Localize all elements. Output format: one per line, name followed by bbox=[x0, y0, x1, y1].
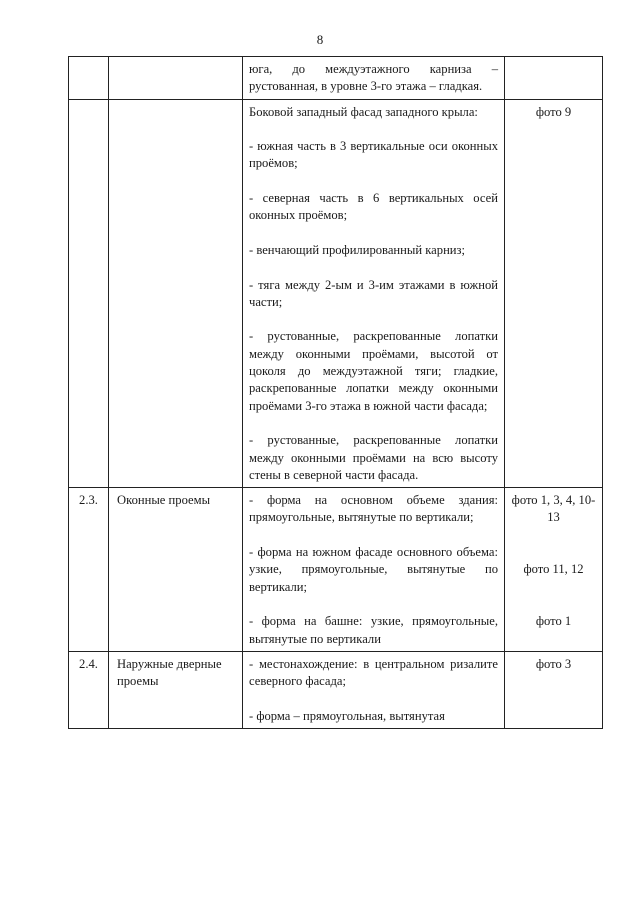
description-paragraph: - местонахождение: в центральном ризалите северного фасада; bbox=[249, 656, 498, 689]
row-number: 2.3. bbox=[69, 488, 109, 652]
feature-description bbox=[243, 651, 505, 728]
description-paragraph: - форма на южном фасаде основного объема: узкие, прямоугольные, вытянутые по вертикали; bbox=[249, 545, 498, 594]
photo-ref-label: фото 1, 3, 4, 10-13 bbox=[511, 493, 596, 525]
description-paragraph: - форма на основном объеме здания: прямоугольные, вытянутые по вертикали; bbox=[249, 493, 498, 525]
description-paragraph: - форма на башне: узкие, прямоугольные, вытянутые по вертикали bbox=[249, 614, 498, 646]
description-paragraph: - тяга между 2-ым и 3-им этажами в южной части; bbox=[249, 277, 498, 309]
feature-name bbox=[109, 99, 243, 488]
description-paragraph: - северная часть в 6 вертикальных осей оконных проёмов; bbox=[249, 191, 498, 223]
description-paragraph: - рустованные, раскрепованные лопатки между оконными проёмами на всю высоту стены в северной части фасада. bbox=[249, 433, 498, 482]
table-row bbox=[69, 99, 603, 488]
table-row bbox=[69, 488, 603, 652]
feature-description bbox=[243, 99, 505, 488]
description-paragraph: - южная часть в 3 вертикальные оси оконных проёмов; bbox=[249, 139, 498, 171]
photo-ref-label: фото 11, 12 bbox=[523, 562, 584, 577]
monument-features-table bbox=[68, 56, 603, 729]
photo-reference bbox=[505, 57, 603, 100]
feature-name: Наружные дверные проемы bbox=[109, 651, 243, 728]
photo-ref-label: фото 9 bbox=[535, 104, 572, 119]
table-row bbox=[69, 57, 603, 100]
description-paragraph: - рустованные, раскрепованные лопатки между оконными проёмами, высотой от цоколя до междуэтажной тяги; гладкие, раскрепованные лопатки между оконными проёмами 3-го этажа в южной части фасада; bbox=[249, 329, 498, 413]
table-row bbox=[69, 651, 603, 728]
row-number: 2.4. bbox=[69, 651, 109, 728]
description-paragraph: юга, до междуэтажного карниза – рустованная, в уровне 3-го этажа – гладкая. bbox=[249, 62, 498, 94]
photo-reference bbox=[505, 651, 603, 728]
photo-ref-label: фото 1 bbox=[535, 614, 572, 629]
photo-reference bbox=[505, 99, 603, 488]
row-number bbox=[69, 99, 109, 488]
feature-name: Оконные проемы bbox=[109, 488, 243, 652]
photo-ref-label: фото 3 bbox=[535, 656, 572, 671]
row-number bbox=[69, 57, 109, 100]
feature-name bbox=[109, 57, 243, 100]
feature-description bbox=[243, 488, 505, 652]
feature-description bbox=[243, 57, 505, 100]
description-paragraph: Боковой западный фасад западного крыла: bbox=[249, 104, 478, 119]
description-paragraph: - венчающий профилированный карниз; bbox=[249, 242, 466, 257]
page-number: 8 bbox=[316, 32, 324, 47]
description-paragraph: - форма – прямоугольная, вытянутая bbox=[249, 708, 445, 723]
photo-reference bbox=[505, 488, 603, 652]
